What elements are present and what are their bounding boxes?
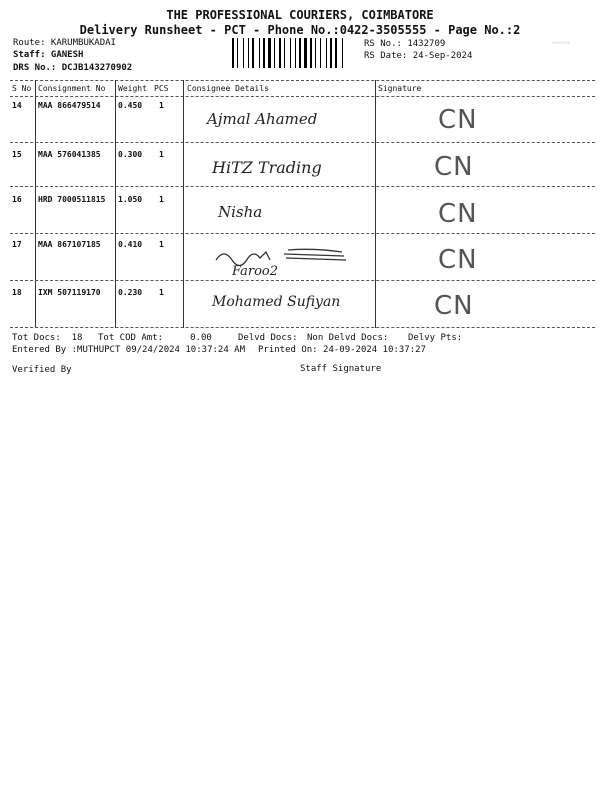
barcode-bar xyxy=(252,38,254,68)
row-sno: 17 xyxy=(12,240,22,249)
barcode-bar xyxy=(320,38,321,68)
barcode-bar xyxy=(239,38,242,68)
route-label: Route: KARUMBUKADAI xyxy=(13,38,116,48)
consignee-handwritten: HiTZ Trading xyxy=(212,158,322,177)
barcode-bar xyxy=(259,38,260,68)
col-consignment: Consignment No xyxy=(38,84,106,93)
company-title: THE PROFESSIONAL COURIERS, COIMBATORE xyxy=(166,8,434,22)
col-signature: Signature xyxy=(378,84,422,93)
scan-edge-mark: ▪▪▪▪▪▪ xyxy=(552,40,571,46)
barcode-bar xyxy=(338,38,341,68)
signature-handwritten: CN xyxy=(438,245,478,275)
struck-out-scribble xyxy=(214,246,349,266)
barcode-bar xyxy=(261,38,262,68)
col-pcs: PCS xyxy=(154,84,169,93)
barcode-bar xyxy=(237,38,238,68)
barcode-bar xyxy=(290,38,291,68)
row-sno: 18 xyxy=(12,288,22,297)
row-weight: 0.410 xyxy=(118,240,143,249)
barcode-bar xyxy=(304,38,307,68)
col-divider xyxy=(375,80,376,328)
row-weight: 1.050 xyxy=(118,195,143,204)
col-weight: Weight xyxy=(118,84,147,93)
row-pcs: 1 xyxy=(159,195,164,204)
row-consignment: HRD 7000511815 xyxy=(38,195,106,204)
staff-signature-label: Staff Signature xyxy=(300,364,382,374)
barcode-bar xyxy=(313,38,314,68)
signature-handwritten: CN xyxy=(438,199,478,229)
delivered-docs: Delvd Docs: xyxy=(238,333,298,343)
barcode-bar xyxy=(282,38,283,68)
row-pcs: 1 xyxy=(159,150,164,159)
barcode-bar xyxy=(243,38,244,68)
rs-date: RS Date: 24-Sep-2024 xyxy=(364,51,473,61)
barcode-bar xyxy=(286,38,289,68)
runsheet-subtitle: Delivery Runsheet - PCT - Phone No.:0422-3505555 - Page No.:2 xyxy=(79,23,521,37)
row-pcs: 1 xyxy=(159,240,164,249)
barcode-bar xyxy=(328,38,329,68)
barcode-bar xyxy=(326,38,327,68)
signature-handwritten: CN xyxy=(438,105,478,135)
total-docs: Tot Docs: 18 xyxy=(12,333,83,343)
row-weight: 0.300 xyxy=(118,150,143,159)
consignee-handwritten: Nisha xyxy=(218,203,263,221)
barcode-bar xyxy=(333,38,334,68)
row-weight: 0.450 xyxy=(118,101,143,110)
barcode-bar xyxy=(317,38,319,68)
barcode-bar xyxy=(255,38,258,68)
barcode-bar xyxy=(299,38,301,68)
barcode-bar xyxy=(266,38,267,68)
col-divider xyxy=(35,80,36,328)
barcode-bar xyxy=(310,38,312,68)
non-delivered-docs: Non Delvd Docs: xyxy=(307,333,389,343)
row-sno: 15 xyxy=(12,150,22,159)
row-consignment: IXM 507119170 xyxy=(38,288,101,297)
barcode-bar xyxy=(263,38,265,68)
barcode xyxy=(232,38,356,68)
row-weight: 0.230 xyxy=(118,288,143,297)
barcode-bar xyxy=(295,38,296,68)
row-rule xyxy=(10,233,595,234)
row-sno: 14 xyxy=(12,101,22,110)
row-rule xyxy=(10,186,595,187)
col-divider xyxy=(183,80,184,328)
barcode-bar xyxy=(276,38,278,68)
row-rule xyxy=(10,280,595,281)
col-consignee: Consignee Details xyxy=(187,84,269,93)
table-bottom-rule xyxy=(10,327,595,328)
barcode-bar xyxy=(235,38,236,68)
verified-by: Verified By xyxy=(12,365,72,375)
signature-handwritten: CN xyxy=(434,291,474,321)
total-cod-amount: Tot COD Amt: 0.00 xyxy=(98,333,212,343)
barcode-bar xyxy=(297,38,298,68)
col-divider xyxy=(115,80,116,328)
drs-number: DRS No.: DCJB143270902 xyxy=(13,63,133,73)
consignee-handwritten: Ajmal Ahamed xyxy=(207,110,318,128)
barcode-bar xyxy=(315,38,316,68)
table-top-rule xyxy=(10,80,595,81)
row-consignment: MAA 867107185 xyxy=(38,240,101,249)
barcode-bar xyxy=(248,38,249,68)
row-consignment: MAA 576041385 xyxy=(38,150,101,159)
row-rule xyxy=(10,142,595,143)
barcode-bar xyxy=(279,38,281,68)
printed-on: Printed On: 24-09-2024 10:37:27 xyxy=(258,345,426,355)
rs-number: RS No.: 1432709 xyxy=(364,39,446,49)
row-pcs: 1 xyxy=(159,288,164,297)
barcode-bar xyxy=(335,38,337,68)
barcode-bar xyxy=(245,38,247,68)
barcode-bar xyxy=(344,38,345,68)
barcode-bar xyxy=(342,38,343,68)
row-consignment: MAA 866479514 xyxy=(38,101,101,110)
barcode-bar xyxy=(302,38,303,68)
barcode-bar xyxy=(308,38,309,68)
signature-handwritten: CN xyxy=(434,152,474,182)
staff-label: Staff: GANESH xyxy=(13,50,84,60)
consignee-handwritten: Faroo2 xyxy=(232,264,279,279)
barcode-bar xyxy=(268,38,271,68)
barcode-bar xyxy=(272,38,273,68)
barcode-bar xyxy=(322,38,325,68)
consignee-handwritten: Mohamed Sufiyan xyxy=(212,294,341,310)
barcode-bar xyxy=(292,38,294,68)
delivery-points: Delvy Pts: xyxy=(408,333,463,343)
row-pcs: 1 xyxy=(159,101,164,110)
barcode-bar xyxy=(284,38,285,68)
row-sno: 16 xyxy=(12,195,22,204)
entered-by: Entered By :MUTHUPCT 09/24/2024 10:37:24 AM xyxy=(12,345,245,355)
table-header-rule xyxy=(10,96,595,97)
barcode-bar xyxy=(250,38,251,68)
barcode-bar xyxy=(232,38,234,68)
barcode-bar xyxy=(274,38,275,68)
col-sno: S No xyxy=(12,84,32,93)
barcode-bar xyxy=(330,38,332,68)
